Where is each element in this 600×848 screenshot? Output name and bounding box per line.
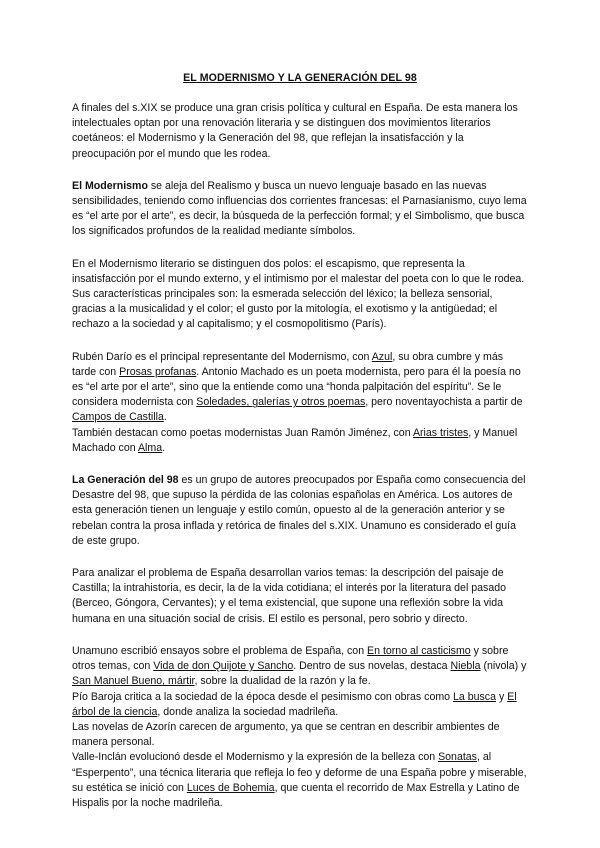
page-title: EL MODERNISMO Y LA GENERACIÓN DEL 98 bbox=[183, 72, 417, 84]
text-span: Unamuno escribió ensayos sobre el problema de España, con bbox=[72, 644, 368, 657]
work-title: Arias tristes bbox=[412, 426, 469, 439]
text-span: , su obra cumbre y más tarde con bbox=[72, 350, 504, 378]
text-span: , sobre la dualidad de la razón y la fe. bbox=[194, 675, 371, 688]
work-title: Prosas profanas bbox=[119, 365, 197, 378]
work-title: Vida de don Quijote y Sancho bbox=[153, 660, 294, 673]
work-title: Campos de Castilla bbox=[72, 411, 164, 424]
other-modernists-paragraph bbox=[72, 426, 528, 456]
work-title: San Manuel Bueno, mártir bbox=[72, 675, 195, 688]
modernismo-paragraph bbox=[72, 179, 528, 240]
text-span: , al “Esperpento”, una técnica literaria que refleja lo feo y deforme de una España pobre y miserable, su estética se inició con bbox=[72, 751, 527, 794]
modernismo-text: se aleja del Realismo y busca un nuevo lenguaje basado en las nuevas sensibilidades, teniendo como influencias dos corrientes francesas: el Parnasianismo, cuyo lema es “el arte por el arte”, es decir, la búsqueda de la perfección formal; y el Simbolismo, que busca los significados profundos de la realidad mediante símbolos. bbox=[72, 179, 527, 238]
modernist-authors-paragraph bbox=[72, 350, 528, 426]
unamuno-paragraph bbox=[72, 644, 528, 690]
work-title: Niebla bbox=[450, 660, 481, 673]
text-span: y sobre otros temas, con bbox=[72, 644, 509, 673]
valle-inclan-paragraph bbox=[72, 750, 528, 811]
baroja-paragraph bbox=[72, 690, 528, 720]
generacion-98-heading: La Generación del 98 bbox=[72, 474, 179, 487]
text-span: , donde analiza la sociedad madrileña. bbox=[157, 705, 339, 718]
work-title: Alma bbox=[137, 441, 163, 454]
text-span: . Antonio Machado es un poeta modernista, pero para él la poesía no es “el arte por el arte”, sino que la entiende como una “honda palpitación del espíritu”. Se le considera modernista con bbox=[72, 365, 521, 409]
work-title: Azul bbox=[371, 350, 393, 363]
work-title: En torno al casticismo bbox=[367, 644, 471, 657]
work-title: Sonatas bbox=[438, 751, 477, 764]
text-span: También destacan como poetas modernistas Juan Ramón Jiménez, con bbox=[72, 426, 413, 439]
work-title: Luces de Bohemia bbox=[186, 781, 275, 794]
intro-paragraph: A finales del s.XIX se produce una gran crisis política y cultural en España. De esta manera los intelectuales optan por una renovación literaria y se distinguen dos movimientos literarios coetáneos: el Modernismo y la Generación del 98, que reflejan la insatisfacción y la preocupación por el mundo que les rodea. bbox=[72, 102, 518, 160]
generacion-98-paragraph bbox=[72, 473, 528, 549]
work-title: La busca bbox=[453, 690, 496, 703]
text-span: Pío Baroja critica a la sociedad de la época desde el pesimismo con obras como bbox=[72, 690, 453, 703]
text-span: , pero noventayochista a partir de bbox=[365, 396, 523, 409]
generacion-98-text: es un grupo de autores preocupados por España como consecuencia del Desastre del 98, que supuso la pérdida de las colonias españolas en América. Los autores de esta generación tienen un lenguaje y estilo común, opuesto al de la generación anterior y se rebelan contra la prosa inflada y retórica de finales del s.XIX. Unamuno es considerado el guía de este grupo. bbox=[72, 474, 526, 547]
azorin-paragraph: Las novelas de Azorín carecen de argumento, ya que se centran en describir ambientes de manera personal. bbox=[72, 720, 500, 749]
work-title: El árbol de la ciencia bbox=[72, 690, 517, 718]
text-span: . bbox=[162, 441, 166, 454]
themes-paragraph: Para analizar el problema de España desarrollan varios temas: la descripción del paisaje de Castilla; la intrahistoria, es decir, la de la vida cotidiana; el interés por la literatura del pasado (Berceo, Góngora, Cervantes); y el tema existencial, que supone una reflexión sobre la vida humana en una situación social de crisis. El estilo es personal, pero sobrio y directo. bbox=[72, 567, 506, 625]
text-span: (nivola) y bbox=[480, 660, 527, 673]
text-span: Valle-Inclán evolucionó desde el Modernismo y la expresión de la belleza con bbox=[72, 751, 439, 764]
document-page bbox=[72, 72, 528, 811]
modernismo-poles-paragraph: En el Modernismo literario se distinguen dos polos: el escapismo, que representa la insatisfacción por el mundo externo, y el intimismo por el malestar del poeta con lo que le rodea. Sus características principales son: la esmerada selección del léxico; la belleza sensorial, gracias a la musicalidad y el color; el gusto por la mitología, el exotismo y la antigüedad; el rechazo a la sociedad y al capitalismo; y el cosmopolitismo (París). bbox=[72, 257, 525, 331]
text-span: . Dentro de sus novelas, destaca bbox=[293, 660, 451, 673]
text-span: . bbox=[163, 411, 167, 424]
text-span: , que cuenta el recorrido de Max Estrella y Latino de Hispalis por la noche madrileña. bbox=[72, 781, 520, 809]
work-title: Soledades, galerías y otros poemas bbox=[196, 396, 366, 409]
text-span: , y Manuel Machado con bbox=[72, 426, 518, 454]
text-span: Rubén Darío es el principal representante del Modernismo, con bbox=[72, 350, 372, 363]
modernismo-heading: El Modernismo bbox=[72, 179, 148, 192]
text-span: y bbox=[496, 690, 508, 703]
